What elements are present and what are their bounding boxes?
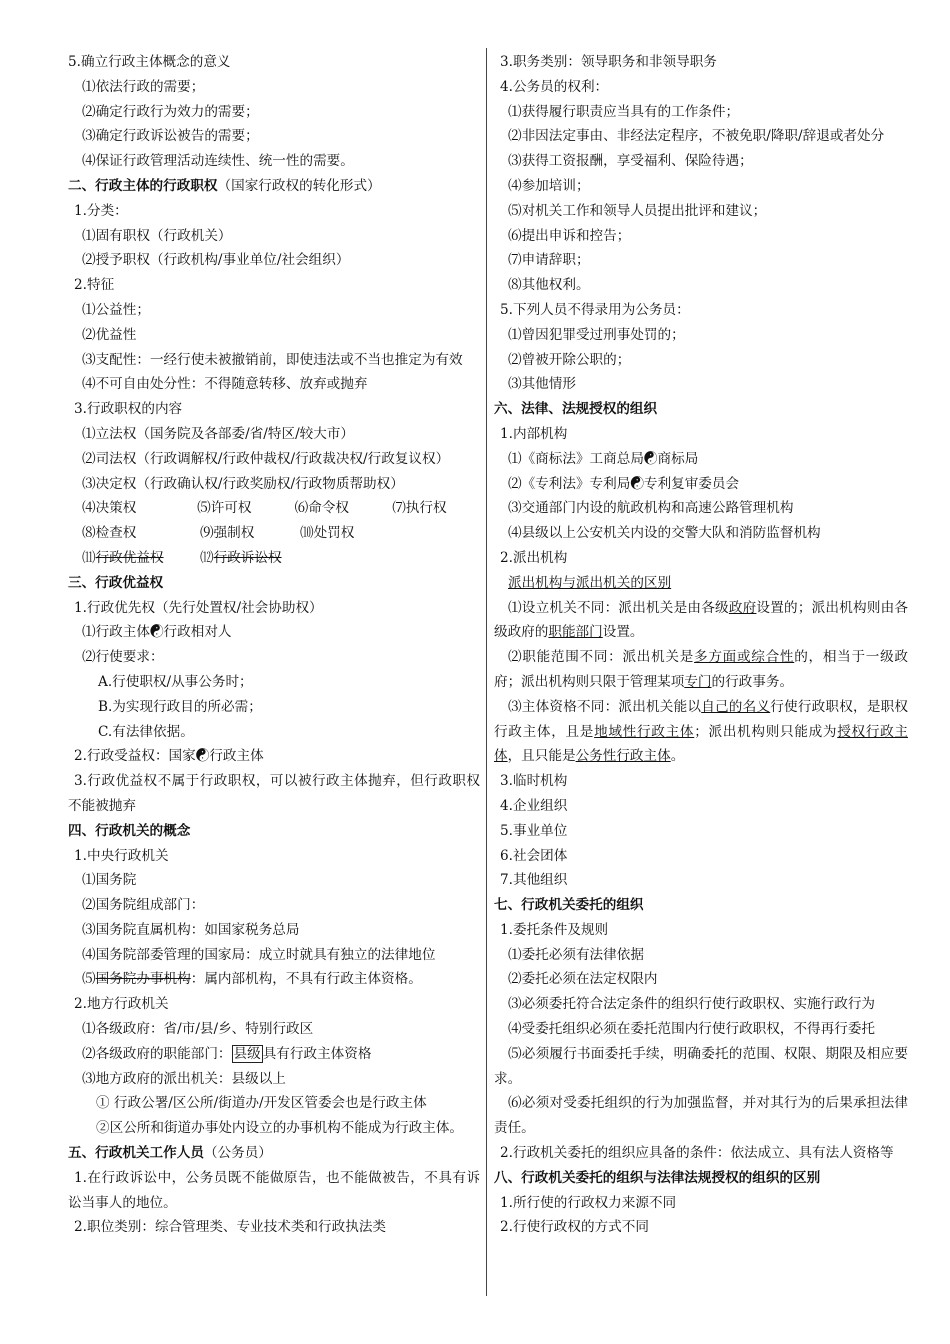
list-item: 2.职位类别：综合管理类、专业技术类和行政执法类 bbox=[74, 1219, 387, 1236]
item-text: 的行政事务。 bbox=[711, 673, 794, 690]
underlined-text: 政府 bbox=[728, 599, 757, 616]
list-item: ⑸必须履行书面委托手续，明确委托的范围、权限、期限及相应要求。 bbox=[494, 1045, 908, 1087]
list-item: ⑴《商标法》工商总局☯商标局 bbox=[508, 450, 699, 467]
power-row bbox=[68, 546, 480, 571]
section-heading: 八、行政机关委托的组织与法律法规授权的组织的区别 bbox=[494, 1169, 821, 1186]
section-heading: 四、行政机关的概念 bbox=[68, 822, 191, 839]
item-text: ：属内部机构，不具有行政主体资格。 bbox=[190, 971, 422, 988]
list-item: 1.行政优先权（先行处置权/社会协助权） bbox=[74, 599, 323, 616]
list-item: 6.社会团体 bbox=[500, 847, 568, 864]
section-heading: 七、行政机关委托的组织 bbox=[494, 897, 644, 914]
underlined-text: 专门 bbox=[684, 673, 712, 690]
item-text: ⑶主体资格不同：派出机关能以 bbox=[508, 698, 702, 715]
heading-note: （国家行政权的转化形式） bbox=[217, 177, 381, 194]
section-heading bbox=[68, 174, 480, 199]
item-number: ⑿ bbox=[200, 549, 214, 566]
list-item: ⑵《专利法》专利局☯专利复审委员会 bbox=[508, 475, 740, 492]
item-text: ⑴设立机关不同：派出机关是由各级 bbox=[508, 599, 729, 616]
list-item: ⑴固有职权（行政机关） bbox=[82, 227, 232, 244]
list-item: 1.中央行政机关 bbox=[74, 847, 169, 864]
struck-text: 行政诉讼权 bbox=[213, 549, 282, 566]
list-item: ⑷国务院部委管理的国家局：成立时就具有独立的法律地位 bbox=[82, 946, 436, 963]
underlined-text: 自己的名义 bbox=[701, 698, 771, 715]
struck-text: 国务院办事机构 bbox=[95, 971, 191, 988]
list-item bbox=[68, 1042, 480, 1067]
list-item: ⑸对机关工作和领导人员提出批评和建议； bbox=[508, 202, 767, 219]
column-divider bbox=[486, 48, 487, 1296]
item-number: ⑸ bbox=[82, 971, 96, 988]
list-item: 1.分类： bbox=[74, 202, 128, 219]
list-item: ⑶支配性：一经行使未被撤销前，即使违法或不当也推定为有效 bbox=[82, 351, 463, 368]
list-item: B.为实现行政目的所必需； bbox=[98, 698, 262, 715]
underlined-text: 多方面或综合性 bbox=[694, 649, 795, 666]
list-item: 2.行政机关委托的组织应具备的条件：依法成立、具有法人资格等 bbox=[500, 1145, 894, 1162]
item-text: 的，相当于一级政府；派出机构则只限于管理某项 bbox=[494, 649, 909, 690]
list-item: ⑴依法行政的需要； bbox=[82, 78, 205, 95]
list-item: ⑵司法权（行政调解权/行政仲裁权/行政裁决权/行政复议权） bbox=[82, 450, 450, 467]
item-text: ，且只能是 bbox=[507, 748, 576, 765]
list-item: ① 行政公署/区公所/街道办/开发区管委会也是行政主体 bbox=[96, 1095, 427, 1112]
list-item: 5.确立行政主体概念的意义 bbox=[68, 54, 231, 70]
difference-item bbox=[494, 645, 908, 695]
list-item: ②区公所和街道办事处内设立的办事机构不能成为行政主体。 bbox=[96, 1120, 464, 1137]
right-column bbox=[494, 50, 908, 1240]
list-item bbox=[68, 967, 480, 992]
item-text: 具有行政主体资格 bbox=[262, 1045, 372, 1062]
section-heading: 六、法律、法规授权的组织 bbox=[494, 401, 658, 418]
list-item: 2.行使行政权的方式不同 bbox=[500, 1219, 649, 1236]
list-item: ⑴获得履行职责应当具有的工作条件； bbox=[508, 103, 740, 120]
item-number: ⑾ bbox=[82, 549, 96, 566]
difference-item bbox=[494, 695, 908, 769]
item-text: 设置。 bbox=[602, 624, 644, 641]
list-item: ⑴曾因犯罪受过刑事处罚的； bbox=[508, 326, 685, 343]
list-item: ⑶获得工资报酬，享受福利、保险待遇； bbox=[508, 153, 753, 170]
list-item: 2.地方行政机关 bbox=[74, 996, 169, 1013]
power-item: ⑺执行权 bbox=[392, 500, 447, 517]
list-item: 3.职务类别：领导职务和非领导职务 bbox=[500, 54, 717, 70]
list-item: A.行使职权/从事公务时； bbox=[98, 673, 253, 690]
list-item: 2.派出机构 bbox=[500, 549, 568, 566]
item-text: ⑵职能范围不同：派出机关是 bbox=[508, 649, 695, 666]
list-item: ⑷受委托组织必须在委托范围内行使行政职权，不得再行委托 bbox=[508, 1021, 876, 1038]
list-item: ⑶必须委托符合法定条件的组织行使行政职权、实施行政行为 bbox=[508, 996, 876, 1013]
item-text: 行使行政职权，是职权行政主体，且是 bbox=[494, 698, 909, 740]
list-item: ⑴公益性； bbox=[82, 301, 150, 318]
list-item: ⑴委托必须有法律依据 bbox=[508, 946, 644, 963]
list-item: 3.行政优益权不属于行政职权，可以被行政主体抛弃，但行政职权不能被抛弃 bbox=[68, 773, 480, 814]
list-item: ⑴行政主体☯行政相对人 bbox=[82, 624, 232, 641]
power-item: ⑼强制权 bbox=[200, 525, 255, 542]
list-item: ⑵国务院组成部门： bbox=[82, 897, 205, 914]
list-item: 3.行政职权的内容 bbox=[74, 401, 183, 418]
list-item: ⑴各级政府：省/市/县/乡、特别行政区 bbox=[82, 1021, 314, 1038]
list-item: ⑵委托必须在法定权限内 bbox=[508, 971, 658, 988]
list-item: 1.所行使的行政权力来源不同 bbox=[500, 1194, 677, 1211]
list-item: 4.企业组织 bbox=[500, 797, 568, 814]
list-item: ⑴国务院 bbox=[82, 872, 137, 889]
list-item: ⑷保证行政管理活动连续性、统一性的需要。 bbox=[82, 153, 354, 170]
power-item: ⑽处罚权 bbox=[300, 525, 355, 542]
power-item bbox=[200, 546, 300, 571]
list-item: ⑷县级以上公安机关内设的交警大队和消防监督机构 bbox=[508, 525, 821, 542]
list-item: C.有法律依据。 bbox=[98, 723, 194, 740]
list-item: ⑷不可自由处分性：不得随意转移、放弃或抛弃 bbox=[82, 376, 368, 393]
heading-text: 五、行政机关工作人员 bbox=[68, 1145, 204, 1162]
power-row bbox=[68, 521, 480, 546]
underlined-text: 职能部门 bbox=[548, 624, 603, 641]
list-item: ⑷参加培训； bbox=[508, 177, 590, 194]
underlined-text: 授权行政主体 bbox=[494, 723, 909, 765]
list-item: ⑶确定行政诉讼被告的需要； bbox=[82, 128, 259, 145]
list-item: 1.委托条件及规则 bbox=[500, 921, 609, 938]
power-row bbox=[68, 496, 480, 521]
power-item: ⑸许可权 bbox=[197, 500, 252, 517]
list-item: ⑵授予职权（行政机构/事业单位/社会组织） bbox=[82, 252, 350, 269]
list-item: 5.下列人员不得录用为公务员： bbox=[500, 301, 690, 318]
list-item: ⑶地方政府的派出机关：县级以上 bbox=[82, 1070, 286, 1087]
list-item: 4.公务员的权利： bbox=[500, 78, 609, 95]
boxed-text: 县级 bbox=[233, 1045, 261, 1062]
list-item: ⑴立法权（国务院及各部委/省/特区/较大市） bbox=[82, 425, 355, 442]
item-text: ；派出机构则只能成为 bbox=[694, 723, 838, 740]
list-item: ⑵优益性 bbox=[82, 326, 137, 343]
list-item: ⑻其他权利。 bbox=[508, 277, 590, 294]
item-text: 。 bbox=[670, 748, 685, 765]
power-item: ⑷决策权 bbox=[82, 500, 137, 517]
list-item bbox=[494, 571, 908, 596]
underlined-text: 公务性行政主体 bbox=[575, 748, 671, 765]
list-item: 3.临时机构 bbox=[500, 773, 568, 790]
list-item: ⑹必须对受委托组织的行为加强监督，并对其行为的后果承担法律责任。 bbox=[494, 1095, 908, 1137]
heading-note: （公务员） bbox=[203, 1145, 272, 1162]
list-item: ⑺申请辞职； bbox=[508, 252, 590, 269]
list-item: 1.内部机构 bbox=[500, 425, 568, 442]
list-item: 5.事业单位 bbox=[500, 822, 568, 839]
list-item: ⑵确定行政行为效力的需要； bbox=[82, 103, 259, 120]
section-heading: 三、行政优益权 bbox=[68, 574, 164, 591]
list-item: ⑶决定权（行政确认权/行政奖励权/行政物质帮助权） bbox=[82, 475, 404, 492]
list-item: 2.行政受益权：国家☯行政主体 bbox=[74, 748, 264, 765]
heading-text: 二、行政主体的行政职权 bbox=[68, 177, 218, 194]
list-item: ⑶交通部门内设的航政机构和高速公路管理机构 bbox=[508, 500, 794, 517]
power-item: ⑻检查权 bbox=[82, 525, 137, 542]
struck-text: 行政优益权 bbox=[95, 549, 164, 566]
list-item: ⑶国务院直属机构：如国家税务总局 bbox=[82, 921, 300, 938]
item-text: 设置的；派出机构则由各级政府的 bbox=[494, 599, 909, 641]
power-item: ⑹命令权 bbox=[294, 500, 350, 517]
item-text: ⑵各级政府的职能部门： bbox=[82, 1045, 232, 1062]
list-item: 1.在行政诉讼中，公务员既不能做原告，也不能做被告，不具有诉讼当事人的地位。 bbox=[68, 1169, 480, 1211]
list-item: ⑵非因法定事由、非经法定程序，不被免职/降职/辞退或者处分 bbox=[508, 128, 885, 145]
list-item: ⑹提出申诉和控告； bbox=[508, 227, 631, 244]
list-item: 7.其他组织 bbox=[500, 872, 568, 889]
difference-item bbox=[494, 596, 908, 646]
power-item bbox=[82, 546, 200, 571]
list-item: ⑵行使要求： bbox=[82, 649, 164, 666]
list-item: ⑵曾被开除公职的； bbox=[508, 351, 631, 368]
list-item: ⑶其他情形 bbox=[508, 376, 576, 393]
list-item: 2.特征 bbox=[74, 277, 115, 294]
underlined-title: 派出机构与派出机关的区别 bbox=[508, 574, 672, 591]
underlined-text: 地域性行政主体 bbox=[594, 723, 695, 740]
left-column bbox=[68, 50, 480, 1240]
section-heading bbox=[68, 1141, 480, 1166]
